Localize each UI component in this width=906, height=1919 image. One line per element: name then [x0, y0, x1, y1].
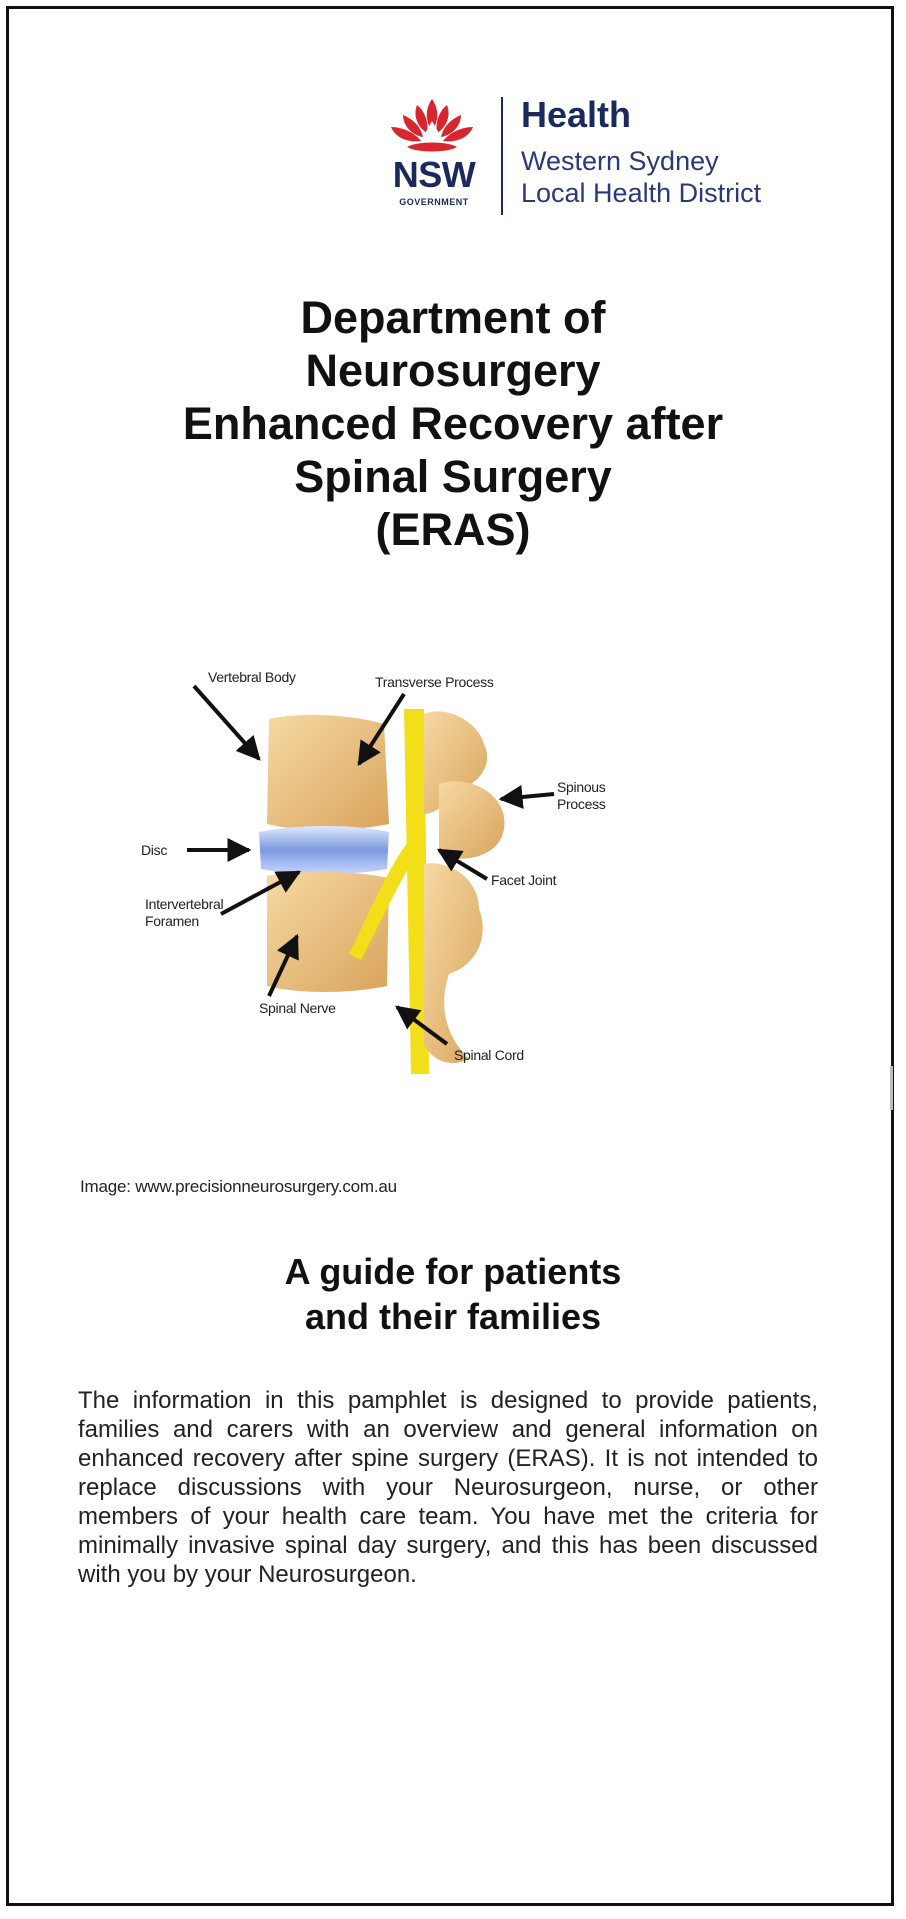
- label-intervertebral-line-2: Foramen: [145, 913, 199, 929]
- label-spinal-cord: Spinal Cord: [454, 1047, 524, 1063]
- waratah-icon: [377, 91, 487, 161]
- upper-vertebral-body: [267, 715, 389, 830]
- title-line-4: Spinal Surgery: [294, 451, 612, 502]
- logo-district-line-1: Western Sydney: [521, 146, 719, 176]
- pamphlet-page: [6, 6, 894, 1906]
- title-line-3: Enhanced Recovery after: [182, 398, 724, 449]
- image-credit: Image: www.precisionneurosurgery.com.au: [80, 1177, 397, 1196]
- subtitle-line-2: and their families: [304, 1296, 602, 1337]
- label-facet-joint: Facet Joint: [491, 872, 557, 888]
- title-line-2: Neurosurgery: [305, 345, 601, 396]
- label-intervertebral-line-1: Intervertebral: [145, 896, 224, 912]
- label-vertebral-body: Vertebral Body: [208, 669, 296, 685]
- nsw-wordmark: NSW: [392, 154, 476, 195]
- logo-district-line-2: Local Health District: [521, 178, 762, 208]
- label-disc: Disc: [141, 842, 168, 858]
- intro-paragraph: The information in this pamphlet is designed to provide patients, families and carers with an overview and general information on enhanced recovery after spine surgery (ERAS). It is not intended to replace discussions with your Neurosurgeon, nurse, or other members of your health care team. You have met the criteria for minimally invasive spinal day surgery, and this has been discussed with you by your Neurosurgeon.: [78, 1387, 818, 1588]
- logo-health-text: Health: [521, 94, 632, 135]
- spine-diagram: [141, 664, 609, 1084]
- scroll-indicator[interactable]: [890, 1066, 893, 1110]
- spinous-process-shape: [439, 781, 504, 858]
- title-line-1: Department of: [300, 292, 606, 343]
- logo-divider: [501, 97, 503, 215]
- logo-district-text: [521, 145, 761, 209]
- label-transverse-process: Transverse Process: [375, 674, 494, 690]
- subtitle-line-1: A guide for patients: [284, 1251, 622, 1292]
- title-line-5: (ERAS): [375, 504, 531, 555]
- label-spinous-line-2: Process: [557, 796, 606, 812]
- label-spinous-line-1: Spinous: [557, 779, 606, 795]
- disc-shape: [259, 826, 389, 874]
- nsw-health-logo: [377, 91, 837, 221]
- government-wordmark: GOVERNMENT: [399, 197, 469, 207]
- page-title: [9, 291, 897, 556]
- guide-subtitle: [9, 1249, 897, 1339]
- label-spinous-process: [557, 779, 606, 813]
- label-spinal-nerve: Spinal Nerve: [259, 1000, 336, 1016]
- label-intervertebral-foramen: [145, 896, 223, 930]
